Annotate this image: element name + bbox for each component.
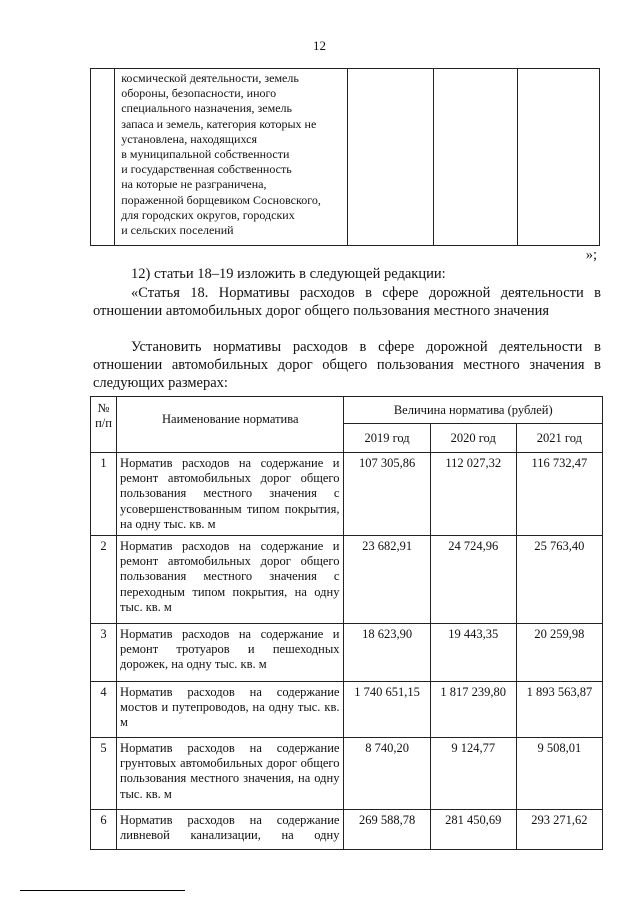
value-2019: 23 682,91 bbox=[344, 536, 430, 624]
table-row bbox=[91, 810, 603, 850]
value-2020: 281 450,69 bbox=[430, 810, 516, 850]
header-number: № п/п bbox=[91, 397, 117, 453]
table-row bbox=[91, 69, 600, 246]
row-number: 1 bbox=[91, 453, 117, 536]
header-value: Величина норматива (рублей) bbox=[344, 397, 603, 424]
text-line: специального назначения, земель bbox=[121, 101, 292, 116]
value-2021: 9 508,01 bbox=[516, 738, 602, 810]
value-2021: 20 259,98 bbox=[516, 624, 602, 682]
table-cell-empty bbox=[433, 69, 517, 246]
header-year-2021: 2021 год bbox=[516, 424, 602, 453]
table-row bbox=[91, 453, 603, 536]
norm-name: Норматив расходов на содержание и ремонт автомобильных дорог общего пользования местного значения с усовершенствованным типом покрытия, на одну тыс. кв. м bbox=[120, 456, 340, 531]
closing-mark: »; bbox=[585, 247, 597, 263]
text-line: космической деятельности, земель bbox=[121, 71, 299, 85]
table-row bbox=[91, 536, 603, 624]
norm-name-cell bbox=[117, 536, 344, 624]
table-row bbox=[91, 682, 603, 738]
footer-divider bbox=[20, 890, 185, 891]
article-18-title: «Статья 18. Нормативы расходов в сфере дорожной деятельности в отношении автомобильных дорог общего пользования местного значения bbox=[93, 285, 601, 319]
text-line: на которые не разграничена, bbox=[121, 177, 267, 192]
text-line: обороны, безопасности, иного bbox=[121, 86, 277, 101]
norm-name: Норматив расходов на содержание ливневой канализации, на одну bbox=[120, 813, 340, 843]
value-2020: 19 443,35 bbox=[430, 624, 516, 682]
norm-name: Норматив расходов на содержание мостов и путепроводов, на одну тыс. кв. м bbox=[120, 685, 340, 730]
row-number: 2 bbox=[91, 536, 117, 624]
text-line: и государственная собственность bbox=[121, 162, 292, 177]
table-row bbox=[91, 624, 603, 682]
norm-name-cell bbox=[117, 682, 344, 738]
text-line: запаса и земель, категория которых не bbox=[121, 116, 317, 131]
value-2019: 269 588,78 bbox=[344, 810, 430, 850]
text-line: и сельских поселений bbox=[121, 223, 234, 238]
value-2019: 1 740 651,15 bbox=[344, 682, 430, 738]
value-2020: 1 817 239,80 bbox=[430, 682, 516, 738]
text-line: пораженной борщевиком Сосновского, bbox=[121, 192, 321, 207]
row-number: 6 bbox=[91, 810, 117, 850]
norms-table bbox=[90, 396, 603, 850]
text-line: в муниципальной собственности bbox=[121, 147, 290, 162]
row-number: 3 bbox=[91, 624, 117, 682]
value-2021: 1 893 563,87 bbox=[516, 682, 602, 738]
continued-table bbox=[90, 68, 600, 246]
text-line: установлена, находящихся bbox=[121, 131, 257, 146]
value-2019: 107 305,86 bbox=[344, 453, 430, 536]
table-header-row bbox=[91, 397, 603, 424]
item-12-text: 12) статьи 18–19 изложить в следующей редакции: bbox=[131, 266, 446, 282]
page-number: 12 bbox=[313, 38, 326, 53]
value-2021: 116 732,47 bbox=[516, 453, 602, 536]
norm-name: Норматив расходов на содержание и ремонт тротуаров и пешеходных дорожек, на одну тыс. кв. м bbox=[120, 627, 340, 672]
text-line: для городских округов, городских bbox=[121, 207, 295, 222]
header-name: Наименование норматива bbox=[117, 397, 344, 453]
row-number: 5 bbox=[91, 738, 117, 810]
norm-name: Норматив расходов на содержание и ремонт автомобильных дорог общего пользования местного значения с переходным типом покрытия, на одну тыс. кв. м bbox=[120, 539, 340, 614]
row-number: 4 bbox=[91, 682, 117, 738]
land-category-cell bbox=[115, 69, 348, 246]
value-2021: 293 271,62 bbox=[516, 810, 602, 850]
norm-name-cell bbox=[117, 810, 344, 850]
norm-name: Норматив расходов на содержание грунтовых автомобильных дорог общего пользования местного значения, на одну тыс. кв. м bbox=[120, 741, 340, 801]
norm-name-cell bbox=[117, 453, 344, 536]
table-cell-empty bbox=[517, 69, 599, 246]
value-2020: 112 027,32 bbox=[430, 453, 516, 536]
value-2019: 18 623,90 bbox=[344, 624, 430, 682]
value-2021: 25 763,40 bbox=[516, 536, 602, 624]
table-cell-empty bbox=[91, 69, 115, 246]
header-year-2020: 2020 год bbox=[430, 424, 516, 453]
value-2020: 24 724,96 bbox=[430, 536, 516, 624]
header-year-2019: 2019 год bbox=[344, 424, 430, 453]
intro-paragraph: Установить нормативы расходов в сфере дорожной деятельности в отношении автомобильных дорог общего пользования местного значения в следующих размерах: bbox=[93, 339, 601, 391]
table-row bbox=[91, 738, 603, 810]
value-2020: 9 124,77 bbox=[430, 738, 516, 810]
value-2019: 8 740,20 bbox=[344, 738, 430, 810]
table-cell-empty bbox=[348, 69, 434, 246]
norm-name-cell bbox=[117, 624, 344, 682]
norm-name-cell bbox=[117, 738, 344, 810]
